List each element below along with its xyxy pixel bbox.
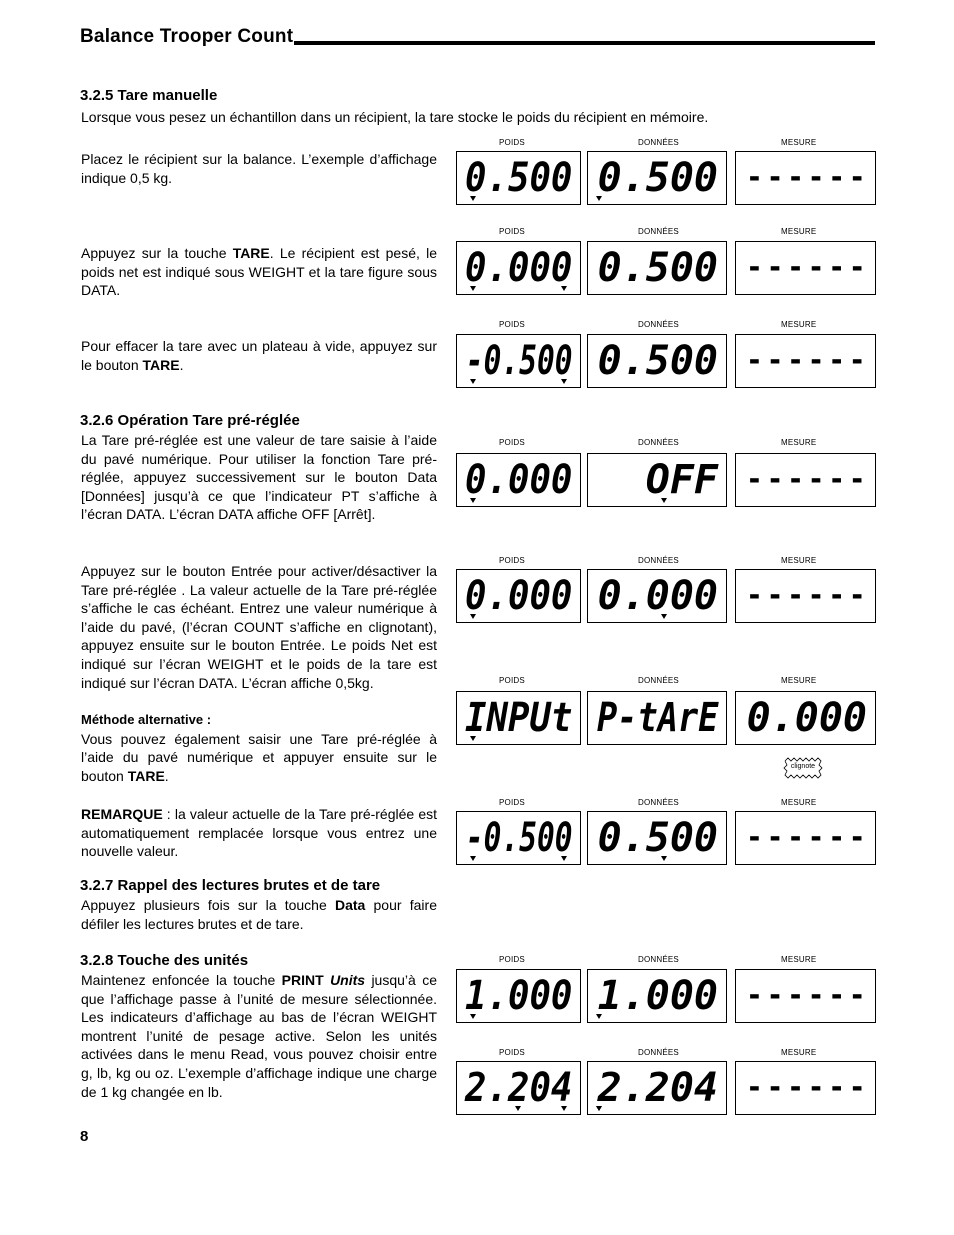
indicator-arrow-icon <box>470 736 476 741</box>
indicator-arrow-icon <box>470 286 476 291</box>
blink-label: clignote <box>790 763 816 770</box>
indicator-arrow-icon <box>561 286 567 291</box>
display-label-mesure: MESURE <box>781 320 817 329</box>
text: . <box>179 356 184 373</box>
display-label-poids: POIDS <box>499 227 525 236</box>
indicator-arrow-icon <box>470 1014 476 1019</box>
tare-key-label: TARE <box>232 245 270 261</box>
display-label-poids: POIDS <box>499 955 525 964</box>
display-label-poids: POIDS <box>499 676 525 685</box>
lcd-display-mesure <box>735 1061 876 1115</box>
paragraph-preset-tare-enter: Appuyez sur le bouton Entrée pour activer/désactiver la Tare pré-réglée . La valeur actuelle de la Tare pré-réglée s’affiche le cas échéant. Entrez une valeur numérique à l’aide du pavé, (l’écran COUNT s’affiche en clignotant), appuyez ensuite sur le bouton Entrée. Le poids Net est indiqué sur l’écran WEIGHT et le poids de la tare est indiqué sur l’écran DATA. L’écran affiche 0,5kg. <box>81 563 437 691</box>
display-label-mesure: MESURE <box>781 955 817 964</box>
lcd-display-mesure <box>735 569 876 623</box>
paragraph-clear-tare <box>81 337 437 374</box>
display-value-poids: 0.500 <box>464 155 572 201</box>
indicator-arrow-icon <box>470 379 476 384</box>
lcd-display-donnees <box>587 569 727 623</box>
display-value-poids: -0.500 <box>465 338 572 384</box>
display-value-poids: 0.000 <box>464 245 572 291</box>
display-value-mesure: ------ <box>745 820 869 855</box>
display-label-poids: POIDS <box>499 1048 525 1057</box>
lcd-display-donnees <box>587 241 727 295</box>
display-value-mesure: 0.000 <box>746 695 867 741</box>
lcd-display-donnees <box>587 969 727 1023</box>
display-label-mesure: MESURE <box>781 1048 817 1057</box>
display-label-mesure: MESURE <box>781 676 817 685</box>
display-label-donnees: DONNÉES <box>638 227 679 236</box>
units-key-label: Units <box>330 972 366 988</box>
indicator-arrow-icon <box>561 379 567 384</box>
display-label-mesure: MESURE <box>781 798 817 807</box>
display-value-donnees: 0.500 <box>597 245 718 291</box>
display-value-donnees: OFF <box>645 457 718 503</box>
display-label-donnees: DONNÉES <box>638 138 679 147</box>
lcd-display-poids <box>456 1061 581 1115</box>
display-label-donnees: DONNÉES <box>638 955 679 964</box>
indicator-arrow-icon <box>596 196 602 201</box>
display-label-mesure: MESURE <box>781 438 817 447</box>
paragraph-preset-tare-intro: La Tare pré-réglée est une valeur de tare saisie à l’aide du pavé numérique. Pour utiliser la fonction Tare pré-réglée, appuyez successivement sur le bouton Data [Données] jusqu’à ce que l’indicateur PT s’affiche à l’écran DATA. L’écran DATA affiche OFF [Arrêt]. <box>81 432 437 523</box>
lcd-display-poids <box>456 334 581 388</box>
display-label-mesure: MESURE <box>781 138 817 147</box>
display-label-poids: POIDS <box>499 798 525 807</box>
display-label-donnees: DONNÉES <box>638 1048 679 1057</box>
text: . <box>164 767 169 784</box>
indicator-arrow-icon <box>596 1014 602 1019</box>
section-title-3-2-7: 3.2.7 Rappel des lectures brutes et de tare <box>80 877 381 894</box>
lcd-display-mesure <box>735 811 876 865</box>
paragraph-press-tare <box>81 244 437 300</box>
indicator-arrow-icon <box>470 196 476 201</box>
display-label-donnees: DONNÉES <box>638 556 679 565</box>
display-label-mesure: MESURE <box>781 227 817 236</box>
display-label-donnees: DONNÉES <box>638 798 679 807</box>
display-value-mesure: ------ <box>745 578 869 613</box>
alternative-method-title: Méthode alternative : <box>81 712 212 727</box>
tare-key-label: TARE <box>142 356 180 373</box>
indicator-arrow-icon <box>596 1106 602 1111</box>
section-title-3-2-5: 3.2.5 Tare manuelle <box>80 87 218 104</box>
text: pour faire défiler les lectures brutes et de tare. <box>81 897 437 932</box>
text: jusqu’à ce que l’affichage passe à l’unité de mesure sélectionnée. Les indicateurs d’affichage au bas de l’écran WEIGHT montrent l’unité de pesage active. Selon les unités activées dans le menu Read, vous pouvez choisir entre g, lb, kg ou oz. L’exemple d’affichage indique une charge de 1 kg changée en lb. <box>81 972 437 1100</box>
text: Appuyez sur la touche <box>81 245 233 261</box>
section-title-3-2-6: 3.2.6 Opération Tare pré-réglée <box>80 412 300 429</box>
lcd-display-mesure <box>735 151 876 205</box>
lcd-display-mesure <box>735 334 876 388</box>
display-label-poids: POIDS <box>499 320 525 329</box>
display-value-donnees: 2.204 <box>597 1065 718 1111</box>
lcd-display-poids <box>456 569 581 623</box>
lcd-display-poids <box>456 241 581 295</box>
display-value-mesure: ------ <box>745 160 869 195</box>
display-value-mesure: ------ <box>745 978 869 1013</box>
display-value-donnees: 0.500 <box>597 815 718 861</box>
lcd-display-donnees <box>587 334 727 388</box>
text: Vous pouvez également saisir une Tare pré-réglée à l’aide du pavé numérique et appuyer ensuite sur le bouton <box>81 730 437 784</box>
display-value-donnees: 1.000 <box>597 973 718 1019</box>
page-number: 8 <box>80 1128 89 1145</box>
indicator-arrow-icon <box>661 614 667 619</box>
lcd-display-mesure <box>735 691 876 745</box>
indicator-arrow-icon <box>661 498 667 503</box>
header-rule <box>294 41 875 45</box>
text: . Le récipient est pesé, le poids net est indiqué sous WEIGHT et la tare figure sous DATA. <box>81 245 437 299</box>
lcd-display-poids <box>456 691 581 745</box>
display-value-mesure: ------ <box>745 343 869 378</box>
display-label-donnees: DONNÉES <box>638 438 679 447</box>
display-value-donnees: P-tArE <box>596 695 718 741</box>
display-value-poids: 2.204 <box>464 1065 572 1111</box>
indicator-arrow-icon <box>470 856 476 861</box>
section-3-2-5-intro: Lorsque vous pesez un échantillon dans un récipient, la tare stocke le poids du récipient en mémoire. <box>81 109 709 125</box>
display-label-poids: POIDS <box>499 138 525 147</box>
lcd-display-donnees <box>587 453 727 507</box>
paragraph-units-key <box>81 971 437 1101</box>
display-label-poids: POIDS <box>499 556 525 565</box>
lcd-display-mesure <box>735 453 876 507</box>
display-value-donnees: 0.500 <box>597 338 718 384</box>
page-header <box>80 26 875 48</box>
section-title-3-2-8: 3.2.8 Touche des unités <box>80 952 249 969</box>
lcd-display-donnees <box>587 1061 727 1115</box>
lcd-display-mesure <box>735 969 876 1023</box>
indicator-arrow-icon <box>561 856 567 861</box>
indicator-arrow-icon <box>661 856 667 861</box>
blink-indicator <box>783 757 823 779</box>
display-value-poids: INPUt <box>464 695 572 741</box>
display-value-mesure: ------ <box>745 462 869 497</box>
tare-key-label: TARE <box>127 767 165 784</box>
paragraph-recall-readings <box>81 896 437 933</box>
display-value-donnees: 0.500 <box>597 155 718 201</box>
indicator-arrow-icon <box>470 614 476 619</box>
indicator-arrow-icon <box>470 498 476 503</box>
text: Maintenez enfoncée la touche <box>81 972 282 988</box>
print-key-label: PRINT <box>281 972 324 988</box>
lcd-display-poids <box>456 453 581 507</box>
data-key-label: Data <box>334 897 366 913</box>
indicator-arrow-icon <box>515 1106 521 1111</box>
display-value-mesure: ------ <box>745 250 869 285</box>
alternative-method-text <box>81 730 437 786</box>
indicator-arrow-icon <box>561 1106 567 1111</box>
lcd-display-donnees <box>587 151 727 205</box>
text: : la valeur actuelle de la Tare pré-réglée est automatiquement remplacée lorsque vous entrez une nouvelle valeur. <box>81 806 437 860</box>
display-value-mesure: ------ <box>745 1070 869 1105</box>
text: Pour effacer la tare avec un plateau à vide, appuyez sur le bouton <box>81 338 437 373</box>
lcd-display-poids <box>456 811 581 865</box>
display-value-donnees: 0.000 <box>597 573 718 619</box>
lcd-display-poids <box>456 151 581 205</box>
note-label: REMARQUE <box>81 806 163 822</box>
display-value-poids: 1.000 <box>464 973 572 1019</box>
display-value-poids: 0.000 <box>464 573 572 619</box>
display-label-mesure: MESURE <box>781 556 817 565</box>
text: Appuyez plusieurs fois sur la touche <box>81 897 335 913</box>
lcd-display-poids <box>456 969 581 1023</box>
page-title: Balance Trooper Count <box>80 26 294 47</box>
lcd-display-donnees <box>587 811 727 865</box>
display-label-poids: POIDS <box>499 438 525 447</box>
note-paragraph <box>81 805 437 861</box>
lcd-display-mesure <box>735 241 876 295</box>
alternative-method <box>81 711 437 785</box>
display-value-poids: -0.500 <box>465 815 572 861</box>
lcd-display-donnees <box>587 691 727 745</box>
paragraph-place-container: Placez le récipient sur la balance. L’exemple d’affichage indique 0,5 kg. <box>81 151 437 186</box>
display-value-poids: 0.000 <box>464 457 572 503</box>
display-label-donnees: DONNÉES <box>638 320 679 329</box>
display-label-donnees: DONNÉES <box>638 676 679 685</box>
